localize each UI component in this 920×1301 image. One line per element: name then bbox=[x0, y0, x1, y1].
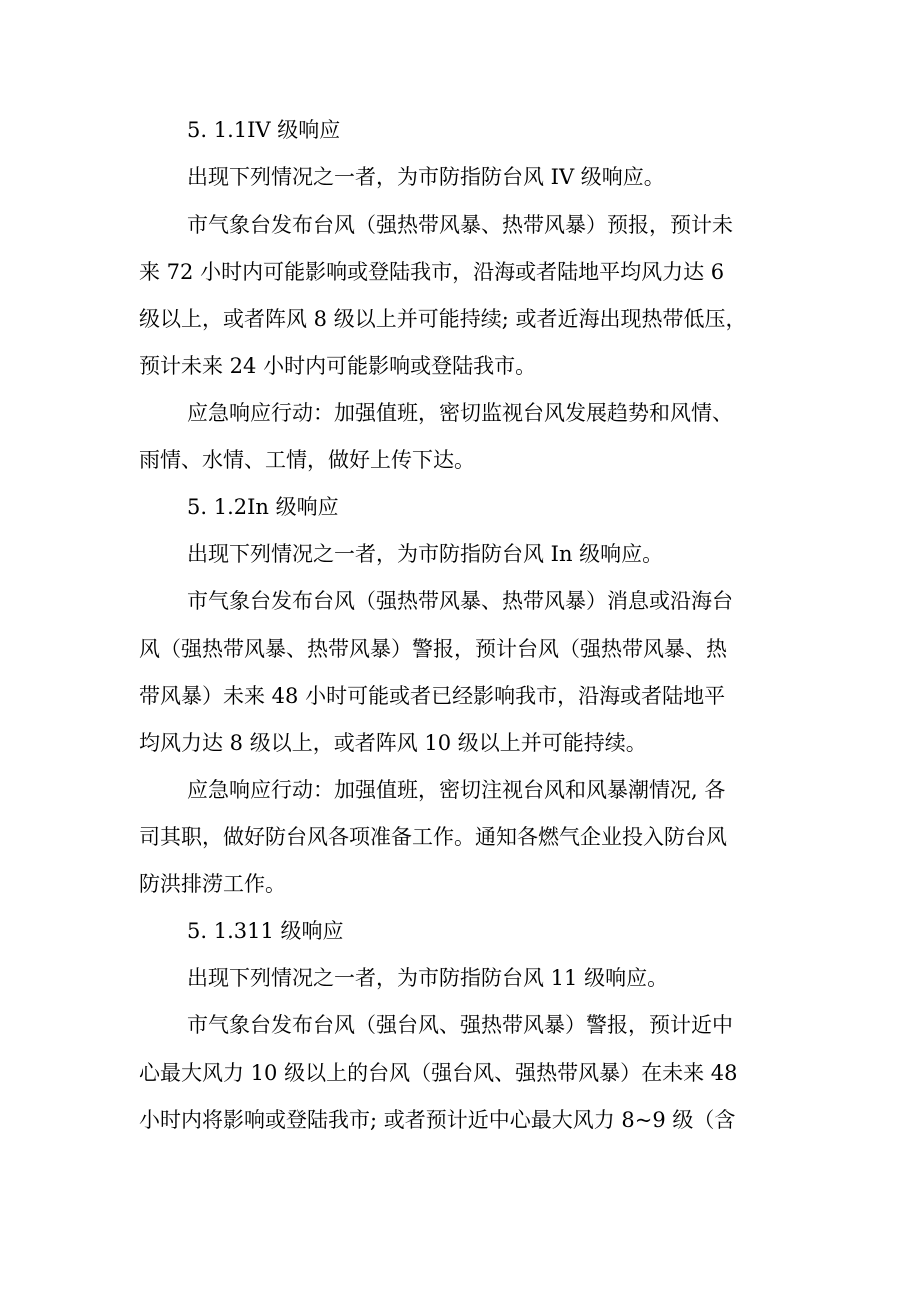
paragraph-line: 级以上，或者阵风 8 级以上并可能持续; 或者近海出现热带低压， bbox=[139, 307, 747, 331]
paragraph-line: 出现下列情况之一者，为市防指防台风 IV 级响应。 bbox=[187, 165, 665, 189]
paragraph-line: 市气象台发布台风（强台风、强热带风暴）警报，预计近中 bbox=[187, 1013, 733, 1037]
paragraph-line: 心最大风力 10 级以上的台风（强台风、强热带风暴）在未来 48 bbox=[139, 1061, 738, 1085]
paragraph-line: 市气象台发布台风（强热带风暴、热带风暴）消息或沿海台 bbox=[187, 589, 733, 613]
paragraph-line: 来 72 小时内可能影响或登陆我市，沿海或者陆地平均风力达 6 bbox=[139, 260, 725, 284]
paragraph-line: 出现下列情况之一者，为市防指防台风 11 级响应。 bbox=[187, 966, 669, 990]
paragraph-line: 风（强热带风暴、热带风暴）警报，预计台风（强热带风暴、热 bbox=[139, 637, 727, 661]
paragraph-line: 均风力达 8 级以上，或者阵风 10 级以上并可能持续。 bbox=[139, 731, 647, 755]
section-heading-5-1-1: 5. 1.1IV 级响应 bbox=[187, 118, 341, 142]
paragraph-line: 带风暴）未来 48 小时可能或者已经影响我市，沿海或者陆地平 bbox=[139, 684, 726, 708]
paragraph-line: 市气象台发布台风（强热带风暴、热带风暴）预报，预计未 bbox=[187, 213, 733, 237]
paragraph-line: 应急响应行动：加强值班，密切监视台风发展趋势和风情、 bbox=[187, 401, 733, 425]
paragraph-line: 雨情、水情、工情，做好上传下达。 bbox=[139, 448, 475, 472]
paragraph-line: 防洪排涝工作。 bbox=[139, 872, 286, 896]
paragraph-line: 司其职，做好防台风各项准备工作。通知各燃气企业投入防台风 bbox=[139, 825, 727, 849]
paragraph-line: 出现下列情况之一者，为市防指防台风 In 级响应。 bbox=[187, 542, 664, 566]
paragraph-line: 预计未来 24 小时内可能影响或登陆我市。 bbox=[139, 354, 537, 378]
paragraph-line: 小时内将影响或登陆我市; 或者预计近中心最大风力 8~9 级（含 bbox=[139, 1108, 736, 1132]
section-heading-5-1-3: 5. 1.311 级响应 bbox=[187, 919, 344, 943]
section-heading-5-1-2: 5. 1.2In 级响应 bbox=[187, 495, 339, 519]
paragraph-line: 应急响应行动：加强值班，密切注视台风和风暴潮情况, 各 bbox=[187, 778, 726, 802]
